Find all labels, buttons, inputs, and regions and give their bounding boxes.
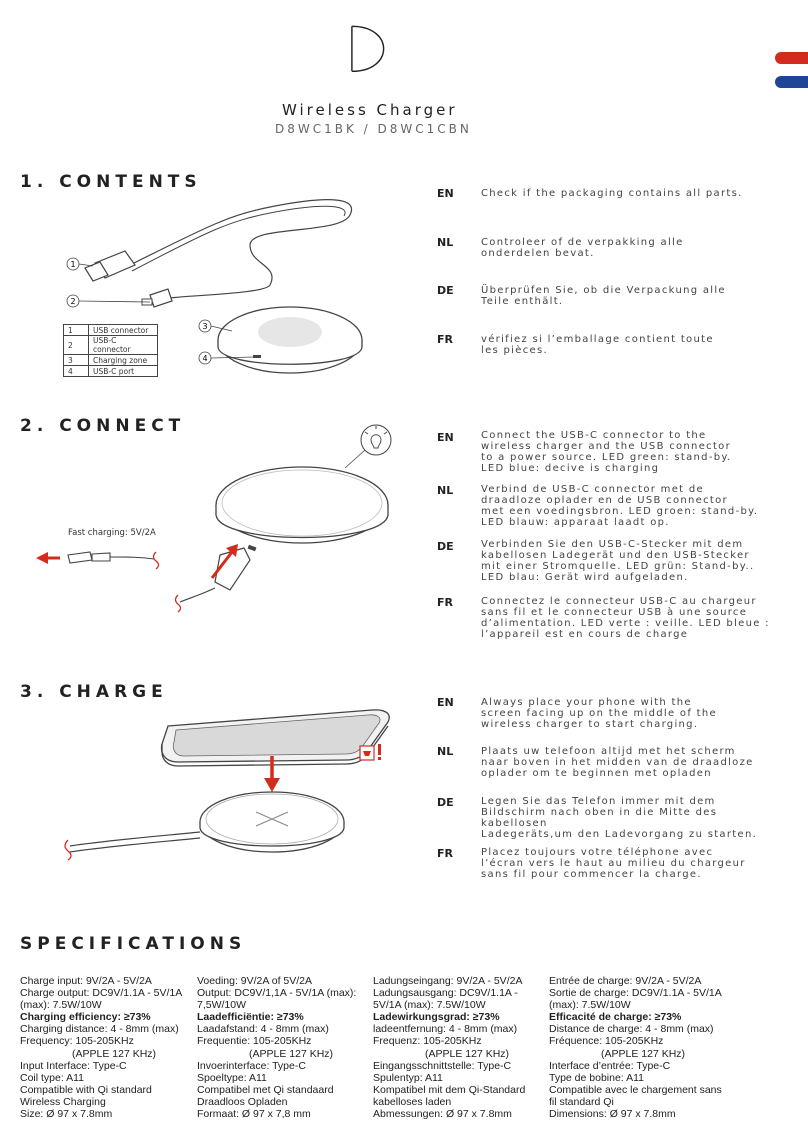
spec-line: Size: Ø 97 x 7.8mm bbox=[20, 1108, 113, 1121]
spec-line: (APPLE 127 KHz) bbox=[72, 1047, 157, 1060]
fast-charging-label: Fast charging: 5V/2A bbox=[68, 528, 156, 538]
led-bulb-icon bbox=[345, 425, 391, 468]
spec-line: Abmessungen: Ø 97 x 7.8mm bbox=[373, 1108, 512, 1121]
charge-lang-fr: FR bbox=[437, 847, 453, 860]
contents-lang-nl: NL bbox=[437, 236, 454, 249]
spec-line: Invoerinterface: Type-C bbox=[197, 1059, 306, 1072]
specs-nl bbox=[197, 975, 372, 1120]
spec-line: Frequency: 105-205KHz bbox=[20, 1035, 134, 1048]
connect-text-en bbox=[481, 430, 771, 474]
connect-lang-nl: NL bbox=[437, 484, 454, 497]
contents-text-fr-p: vérifiez si l’emballage contient toute les pièces. bbox=[481, 334, 714, 356]
spec-line: Frequentie: 105-205KHz bbox=[197, 1035, 312, 1048]
flag-white bbox=[775, 64, 808, 76]
spec-line: Fréquence: 105-205KHz bbox=[549, 1035, 664, 1048]
callout-3-label: 3 bbox=[202, 322, 208, 331]
part-label: USB-C port bbox=[89, 366, 158, 377]
charge-text-fr bbox=[481, 847, 771, 880]
section-connect-heading: 2. CONNECT bbox=[20, 416, 186, 436]
section-charge-heading: 3. CHARGE bbox=[20, 682, 168, 702]
part-number: 4 bbox=[64, 366, 89, 377]
charge-lang-de: DE bbox=[437, 796, 454, 809]
table-row bbox=[64, 325, 158, 336]
contents-text-de-p: Überprüfen Sie, ob die Verpackung alle Teile enthält. bbox=[481, 285, 726, 307]
flag-blue bbox=[775, 76, 808, 88]
spec-line: Spulentyp: A11 bbox=[373, 1071, 443, 1084]
callout-2-label: 2 bbox=[70, 297, 76, 306]
connect-text-fr-p: Connectez le connecteur USB-C au chargeur sans fil et le connecteur USB à une source d’alimentation. LED verte : veille. LED bleue : l’appareil est en cours de charge bbox=[481, 596, 770, 640]
parts-table bbox=[63, 324, 158, 377]
contents-text-nl-p: Controleer of de verpakking alle onderdelen bevat. bbox=[481, 237, 684, 259]
contents-text-de bbox=[481, 285, 771, 307]
contents-text-nl bbox=[481, 237, 771, 259]
spec-line: Interface d’entrée: Type-C bbox=[549, 1059, 671, 1072]
spec-line: Kompatibel mit dem Qi-Standard kabelloses laden bbox=[373, 1083, 526, 1108]
spec-line: Input Interface: Type-C bbox=[20, 1059, 127, 1072]
contents-lang-de: DE bbox=[437, 284, 454, 297]
section-specs-heading: SPECIFICATIONS bbox=[20, 934, 247, 954]
spec-line: Compatible with Qi standard Wireless Charging bbox=[20, 1083, 152, 1108]
charge-text-nl-p: Plaats uw telefoon altijd met het scherm naar boven in het midden van de draadloze oplader om te beginnen met opladen bbox=[481, 746, 754, 779]
usbc-connector-drawing bbox=[142, 289, 172, 307]
connect-lang-en: EN bbox=[437, 431, 454, 444]
section-contents-heading: 1. CONTENTS bbox=[20, 172, 202, 192]
part-number: 3 bbox=[64, 355, 89, 366]
spec-line: Coil type: A11 bbox=[20, 1071, 85, 1084]
flag-red bbox=[775, 52, 808, 64]
spec-line: Distance de charge: 4 - 8mm (max) bbox=[549, 1023, 714, 1036]
spec-line: Charging efficiency: ≥73% bbox=[20, 1011, 151, 1024]
spec-line: (APPLE 127 KHz) bbox=[249, 1047, 334, 1060]
spec-line: Compatibel met Qi standaard Draadloos Opladen bbox=[197, 1083, 334, 1108]
table-row bbox=[64, 366, 158, 377]
part-label: USB connector bbox=[89, 325, 158, 336]
callout-1 bbox=[67, 258, 79, 270]
charge-text-nl bbox=[481, 746, 771, 779]
spec-line: Spoeltype: A11 bbox=[197, 1071, 267, 1084]
spec-line: Entrée de charge: 9V/2A - 5V/2A bbox=[549, 975, 702, 987]
model-numbers: D8WC1BK / D8WC1CBN bbox=[275, 122, 472, 136]
part-label: Charging zone bbox=[89, 355, 158, 366]
contents-text-fr bbox=[481, 334, 771, 356]
connect-lang-de: DE bbox=[437, 540, 454, 553]
contents-text-en bbox=[481, 188, 771, 199]
connect-text-en-p: Connect the USB-C connector to the wireless charger and the USB connector to a power source. LED green: stand-by. LED blue: decive is charging bbox=[481, 430, 732, 474]
charge-text-en-p: Always place your phone with the screen facing up on the middle of the wireless charger to start charging. bbox=[481, 697, 717, 730]
spec-line: Efficacité de charge: ≥73% bbox=[549, 1011, 682, 1024]
charge-text-de bbox=[481, 796, 781, 840]
table-row bbox=[64, 355, 158, 366]
specs-de bbox=[373, 975, 548, 1120]
spec-line: Formaat: Ø 97 x 7,8 mm bbox=[197, 1108, 311, 1121]
spec-line: Compatible avec le chargement sans fil standard Qi bbox=[549, 1083, 722, 1108]
callout-4-label: 4 bbox=[202, 354, 208, 363]
connect-illustration bbox=[30, 420, 410, 620]
product-title: Wireless Charger bbox=[282, 101, 458, 119]
warning-icon bbox=[360, 744, 381, 760]
spec-line: Charging distance: 4 - 8mm (max) bbox=[20, 1023, 179, 1036]
spec-line: Dimensions: Ø 97 x 7.8mm bbox=[549, 1108, 676, 1121]
connect-text-fr bbox=[481, 596, 771, 640]
connect-text-nl bbox=[481, 484, 771, 528]
spec-line: Output: DC9V/1,1A - 5V/1A (max): 7,5W/10W bbox=[197, 987, 357, 1012]
spec-line: Ladewirkungsgrad: ≥73% bbox=[373, 1011, 500, 1024]
charge-text-de-p: Legen Sie das Telefon immer mit dem Bildschirm nach oben in die Mitte des kabellosen Ladegeräts,um den Ladevorgang zu starten. bbox=[481, 796, 758, 840]
charge-illustration bbox=[50, 700, 400, 870]
charge-text-en bbox=[481, 697, 771, 730]
part-label: USB-C connector bbox=[89, 336, 158, 355]
spec-line: Type de bobine: A11 bbox=[549, 1071, 644, 1084]
contents-text-en-p: Check if the packaging contains all parts. bbox=[481, 188, 743, 199]
charger-pad-drawing bbox=[218, 307, 362, 373]
spec-line: ladeentfernung: 4 - 8mm (max) bbox=[373, 1023, 518, 1036]
callout-4 bbox=[199, 352, 211, 364]
specs-en bbox=[20, 975, 195, 1120]
spec-line: (APPLE 127 KHz) bbox=[601, 1047, 686, 1060]
spec-line: Ladungsausgang: DC9V/1.1A - 5V/1A (max): 7.5W/10W bbox=[373, 987, 518, 1012]
spec-line: Sortie de charge: DC9V/1.1A - 5V/1A (max): 7.5W/10W bbox=[549, 987, 722, 1012]
callout-3 bbox=[199, 320, 211, 332]
spec-line: Laadafstand: 4 - 8mm (max) bbox=[197, 1023, 329, 1036]
spec-line: Charge output: DC9V/1.1A - 5V/1A (max): 7.5W/10W bbox=[20, 987, 182, 1012]
charge-lang-nl: NL bbox=[437, 745, 454, 758]
charge-lang-en: EN bbox=[437, 696, 454, 709]
connect-text-nl-p: Verbind de USB-C connector met de draadloze oplader en de USB connector met een voedingsbron. LED groen: stand-by. LED blauw: apparaat laadt op. bbox=[481, 484, 759, 528]
spec-line: Frequenz: 105-205KHz bbox=[373, 1035, 482, 1048]
part-number: 2 bbox=[64, 336, 89, 355]
specs-fr bbox=[549, 975, 724, 1120]
part-number: 1 bbox=[64, 325, 89, 336]
connect-lang-fr: FR bbox=[437, 596, 453, 609]
contents-lang-en: EN bbox=[437, 187, 454, 200]
charge-text-fr-p: Placez toujours votre téléphone avec l’écran vers le haut au milieu du chargeur sans fil pour commencer la charge. bbox=[481, 847, 746, 880]
connect-text-de bbox=[481, 539, 771, 583]
brand-logo bbox=[342, 20, 402, 80]
callout-1-label: 1 bbox=[70, 260, 76, 269]
contents-lang-fr: FR bbox=[437, 333, 453, 346]
callout-2 bbox=[67, 295, 79, 307]
table-row bbox=[64, 336, 158, 355]
spec-line: Eingangsschnittstelle: Type-C bbox=[373, 1059, 512, 1072]
spec-line: Charge input: 9V/2A - 5V/2A bbox=[20, 975, 152, 987]
spec-line: Ladungseingang: 9V/2A - 5V/2A bbox=[373, 975, 523, 987]
spec-line: Voeding: 9V/2A of 5V/2A bbox=[197, 975, 313, 987]
connect-text-de-p: Verbinden Sie den USB-C-Stecker mit dem kabellosen Ladegerät und den USB-Stecker mit einer Stromquelle. LED grün: Stand-by.. LED blau: Gerät wird aufgeladen. bbox=[481, 539, 755, 583]
spec-line: Laadefficiëntie: ≥73% bbox=[197, 1011, 304, 1024]
spec-line: (APPLE 127 KHz) bbox=[425, 1047, 510, 1060]
